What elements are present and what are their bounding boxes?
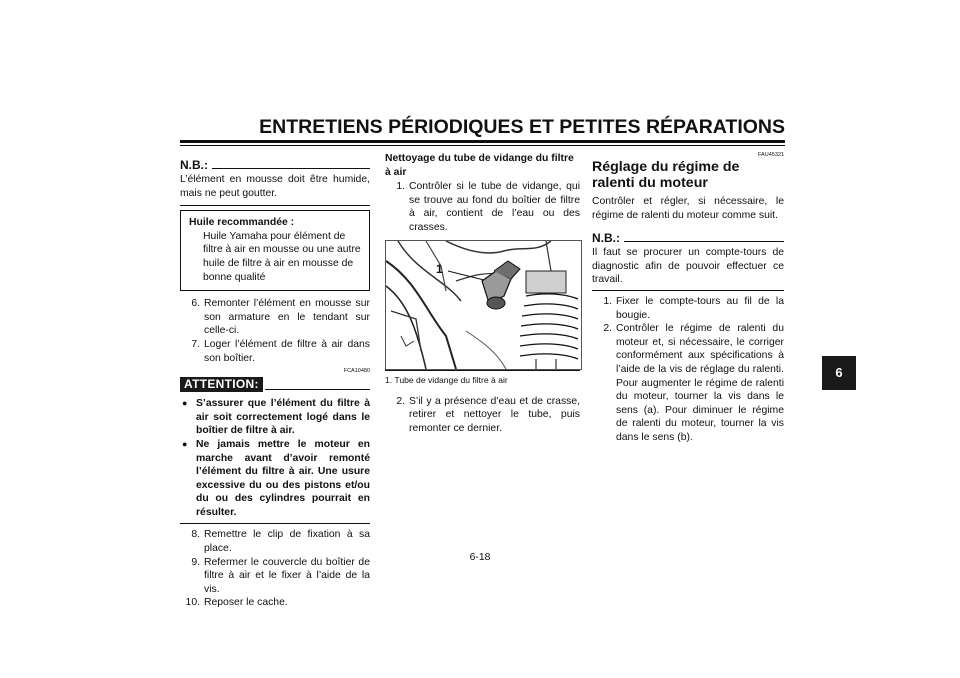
step-text: Contrôler le régime de ralenti du moteur et, si nécessaire, le corriger conformément aux spécifications à l’aide de la vis de réglage du ralenti. Pour augmenter le régime de ralenti du moteur, tourner la vis dans le sens (a). Pour diminuer le régime de ralenti du moteur, tourner la vis dans le sens (b). xyxy=(616,323,784,443)
step-text: S’il y a présence d’eau et de crasse, retirer et nettoyer le tube, puis remonter ce dernier. xyxy=(409,395,580,434)
chapter-tab: 6 xyxy=(822,356,856,390)
attention-bullet xyxy=(180,397,370,438)
header-rule-thin xyxy=(180,145,785,146)
step-text: Reposer le cache. xyxy=(204,597,288,609)
note-label: N.B.: xyxy=(180,158,208,172)
step-text: Remonter l’élément en mousse sur son armature en le tendant sur celle-ci. xyxy=(204,298,370,337)
step-text: Loger l’élément de filtre à air dans son boîtier. xyxy=(204,338,370,364)
step-6 xyxy=(180,297,370,338)
recommended-oil-box xyxy=(180,210,370,291)
step-2 xyxy=(592,322,784,444)
right-column xyxy=(592,152,784,445)
note-rule xyxy=(624,241,784,242)
step-10 xyxy=(180,596,370,610)
step-text: Refermer le couvercle du boîtier de filtre à air et le fixer à l’aide de la vis. xyxy=(204,556,370,595)
note-end-rule xyxy=(592,290,784,291)
bullet-icon: ● xyxy=(182,398,188,409)
steps-list-a xyxy=(180,297,370,365)
recommended-oil-text: Huile Yamaha pour élément de filtre à air en mousse ou une autre huile de filtre à air en mousse de bonne qualité xyxy=(203,230,361,283)
left-column xyxy=(180,158,370,610)
attention-label: ATTENTION: xyxy=(180,377,263,392)
step-number: 6. xyxy=(191,298,200,310)
step-text: Contrôler si le tube de vidange, qui se trouve au fond du boîtier de filtre à air, contient de l’eau ou des crasses. xyxy=(409,181,580,233)
attention-heading xyxy=(180,377,370,392)
note-rule xyxy=(212,168,370,169)
note-heading xyxy=(180,158,370,172)
attention-bullet xyxy=(180,438,370,520)
step-number: 9. xyxy=(191,556,200,568)
bullet-icon: ● xyxy=(182,438,188,449)
bullet-text: Ne jamais mettre le moteur en marche avant d’avoir remonté l’élément du filtre à air. Une usure excessive du ou des pistons et/ou du ou des cylindres pourrait en résulter. xyxy=(196,438,370,518)
step-number: 2. xyxy=(603,323,612,335)
attention-bullets xyxy=(180,397,370,519)
step-8 xyxy=(180,528,370,555)
note-end-rule xyxy=(180,205,370,206)
photo-rule xyxy=(385,370,580,371)
step-number: 8. xyxy=(191,529,200,541)
note-text: L’élément en mousse doit être humide, mais ne peut goutter. xyxy=(180,174,370,199)
section-subheading: Nettoyage du tube de vidange du filtre à air xyxy=(385,153,574,178)
header-rule-thick xyxy=(180,140,785,143)
step-9 xyxy=(180,556,370,597)
recommended-oil-title: Huile recommandée : xyxy=(189,217,295,229)
middle-column xyxy=(385,152,580,435)
step-number: 7. xyxy=(191,338,200,350)
step-text: Remettre le clip de fixation à sa place. xyxy=(204,529,370,555)
drain-tube-photo xyxy=(385,240,582,370)
step-number: 1. xyxy=(396,181,405,193)
step-number: 1. xyxy=(603,295,612,307)
page-title: ENTRETIENS PÉRIODIQUES ET PETITES RÉPARATIONS xyxy=(259,116,785,138)
attention-rule xyxy=(265,389,370,390)
note-text: Il faut se procurer un compte-tours de diagnostic afin de pouvoir effectuer ce travail. xyxy=(592,247,784,286)
section-title: Réglage du régime de ralenti du moteur xyxy=(592,159,740,191)
step-1 xyxy=(592,295,784,322)
step-1 xyxy=(385,180,580,234)
section-code: FAU45321 xyxy=(758,152,784,158)
steps-list-d xyxy=(385,395,580,436)
steps-list-b xyxy=(180,528,370,610)
steps-list-c xyxy=(385,180,580,234)
attention-end-rule xyxy=(180,523,370,526)
drain-tube-illustration xyxy=(386,241,581,369)
step-number: 10. xyxy=(185,597,200,609)
step-text: Fixer le compte-tours au fil de la bougie. xyxy=(616,295,784,321)
step-2 xyxy=(385,395,580,436)
attention-code: FCA10480 xyxy=(343,368,370,375)
photo-callout-number: 1 xyxy=(436,261,443,276)
steps-list-e xyxy=(592,295,784,445)
note-label: N.B.: xyxy=(592,231,620,246)
photo-caption: 1. Tube de vidange du filtre à air xyxy=(385,374,508,385)
bullet-text: S’assurer que l’élément du filtre à air soit correctement logé dans le boîtier de filtre à air. xyxy=(196,398,370,437)
section-intro: Contrôler et régler, si nécessaire, le régime de ralenti du moteur comme suit. xyxy=(592,196,784,221)
step-number: 2. xyxy=(396,395,405,407)
page-number: 6-18 xyxy=(469,552,491,563)
note-heading xyxy=(592,231,784,245)
step-7 xyxy=(180,338,370,365)
